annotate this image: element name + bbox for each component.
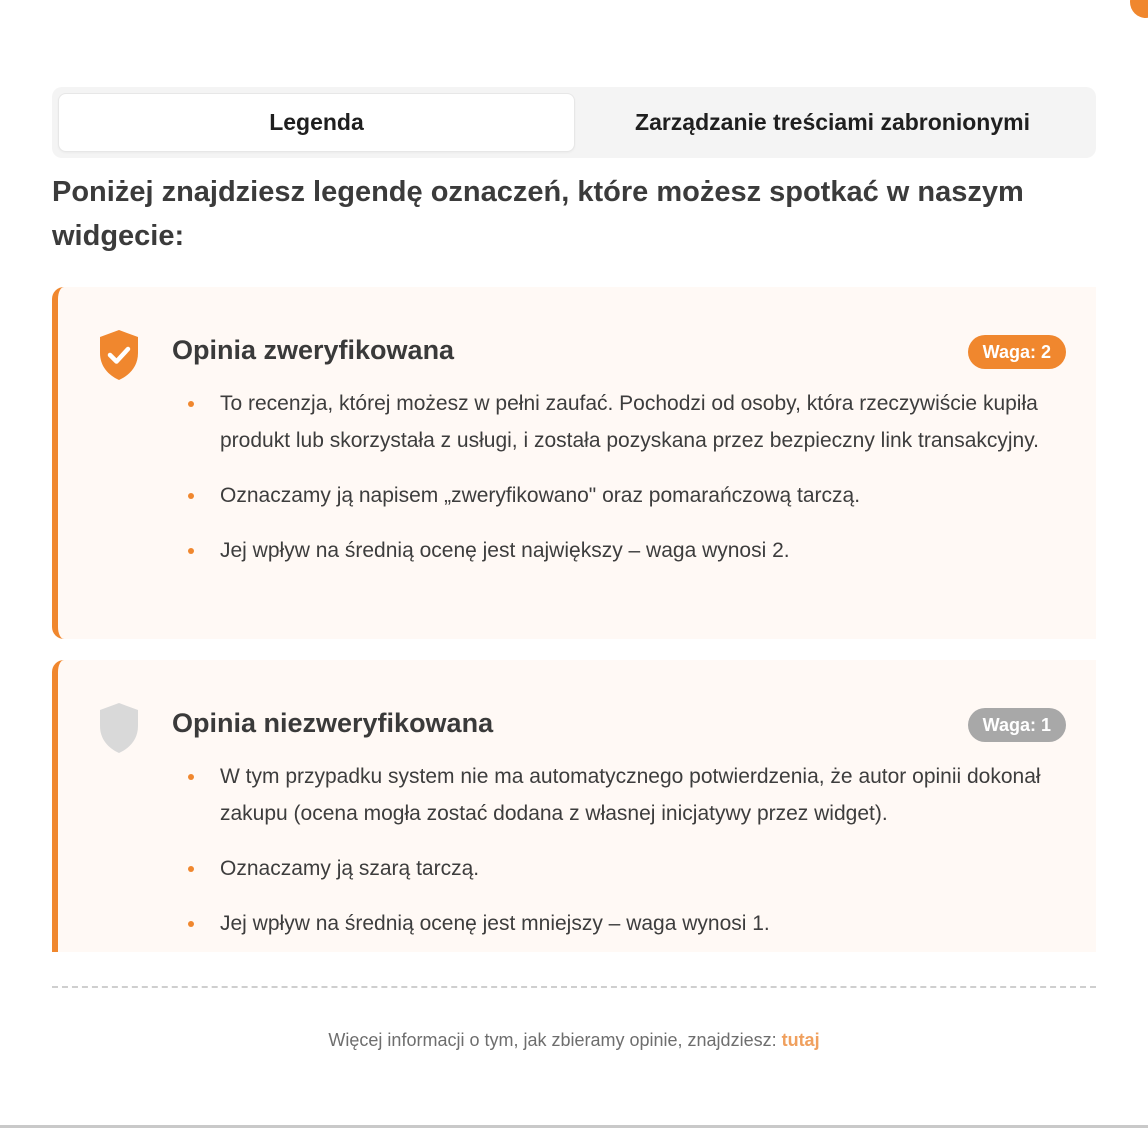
- list-item: [188, 385, 1068, 459]
- tab-bar: [52, 87, 1096, 158]
- bullet-icon: [188, 774, 194, 780]
- bullet-icon: [188, 401, 194, 407]
- card-title: Opinia niezweryfikowana: [172, 708, 494, 738]
- bullet-icon: [188, 548, 194, 554]
- close-icon[interactable]: [1130, 0, 1148, 18]
- footer-text: Więcej informacji o tym, jak zbieramy opinie, znajdziesz:: [328, 1030, 782, 1050]
- bullet-icon: [188, 921, 194, 927]
- card-title: Opinia zweryfikowana: [172, 335, 455, 365]
- weight-badge: Waga: 2: [968, 335, 1066, 369]
- bullet-list: [188, 385, 1068, 587]
- bullet-icon: [188, 493, 194, 499]
- list-item: [188, 850, 1068, 887]
- shield-check-icon: [98, 329, 140, 381]
- tab-legend[interactable]: Legenda: [58, 93, 575, 152]
- list-item: [188, 477, 1068, 514]
- list-item: [188, 905, 1068, 942]
- list-item: [188, 758, 1068, 832]
- list-item-text: To recenzja, której możesz w pełni zaufać. Pochodzi od osoby, która rzeczywiście kupiła produkt lub skorzystała z usługi, i została pozyskana przez bezpieczny link transakcyjny.: [220, 392, 1039, 452]
- tab-prohibited-content[interactable]: Zarządzanie treściami zabronionymi: [635, 109, 1030, 135]
- bullet-list: [188, 758, 1068, 960]
- more-info-link[interactable]: tutaj: [781, 1030, 820, 1050]
- list-item-text: Jej wpływ na średnią ocenę jest największy – waga wynosi 2.: [220, 539, 790, 562]
- weight-badge: Waga: 1: [968, 708, 1066, 742]
- list-item-text: Oznaczamy ją napisem „zweryfikowano" oraz pomarańczową tarczą.: [220, 484, 861, 507]
- list-item: [188, 532, 1068, 569]
- shield-icon: [98, 702, 140, 754]
- footer-note: [0, 1030, 1148, 1051]
- list-item-text: W tym przypadku system nie ma automatycznego potwierdzenia, że autor opinii dokonał zakupu (ocena mogła zostać dodana z własnej inicjatywy przez widget).: [220, 765, 1041, 825]
- bullet-icon: [188, 866, 194, 872]
- unverified-review-card: [52, 660, 1096, 952]
- divider: [52, 986, 1096, 988]
- list-item-text: Oznaczamy ją szarą tarczą.: [220, 857, 480, 880]
- verified-review-card: [52, 287, 1096, 639]
- list-item-text: Jej wpływ na średnią ocenę jest mniejszy – waga wynosi 1.: [220, 912, 770, 935]
- page-intro-heading: Poniżej znajdziesz legendę oznaczeń, które możesz spotkać w naszym widgecie:: [52, 176, 1024, 252]
